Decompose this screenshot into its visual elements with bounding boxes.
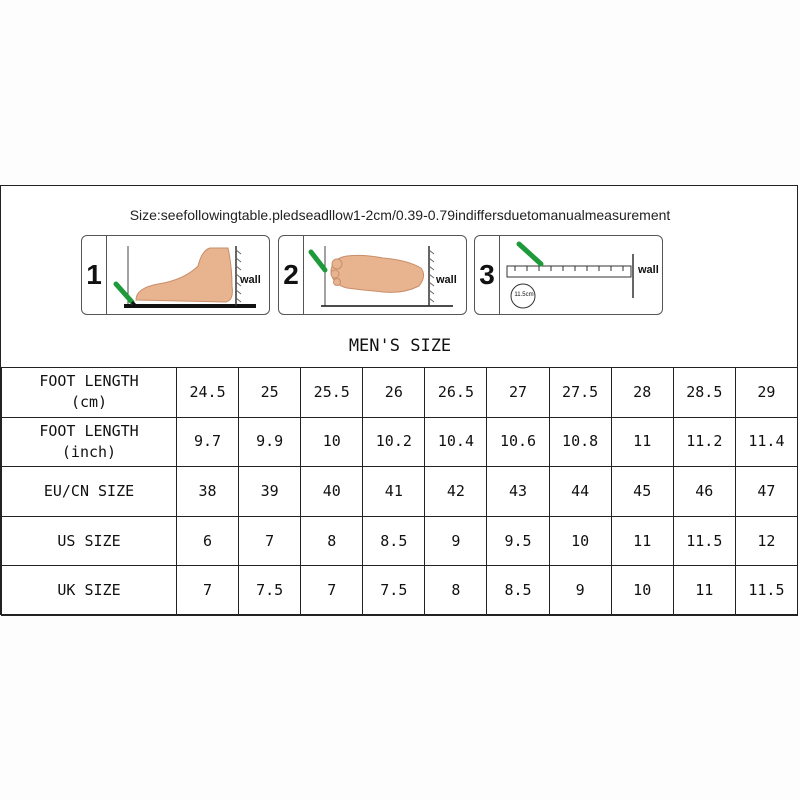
row-label <box>2 467 177 517</box>
row-label-line1: FOOT LENGTH <box>39 372 139 391</box>
size-cell: 10 <box>301 417 363 467</box>
size-cell: 10 <box>549 516 611 566</box>
size-cell: 40 <box>301 467 363 517</box>
size-cell: 10.6 <box>487 417 549 467</box>
size-cell: 11.5 <box>673 516 735 566</box>
step-number: 1 <box>82 236 107 314</box>
size-cell: 8 <box>425 566 487 616</box>
size-cell: 28 <box>611 368 673 418</box>
table-row <box>2 417 798 467</box>
size-cell: 9 <box>425 516 487 566</box>
wall-label: wall <box>240 274 261 286</box>
size-cell: 9.7 <box>177 417 239 467</box>
size-cell: 24.5 <box>177 368 239 418</box>
size-cell: 12 <box>735 516 797 566</box>
step-2-panel <box>278 235 467 315</box>
measurement-note: Size:seefollowingtable.pledseadllow1-2cm/0.39-0.79indiffersduetomanualmeasurement <box>129 207 671 223</box>
size-cell: 8.5 <box>487 566 549 616</box>
size-cell: 25 <box>239 368 301 418</box>
row-label <box>2 516 177 566</box>
size-cell: 38 <box>177 467 239 517</box>
row-label <box>2 566 177 616</box>
table-row <box>2 368 798 418</box>
ruler-label: 11.5cm <box>514 292 534 298</box>
size-cell: 7 <box>301 566 363 616</box>
size-cell: 6 <box>177 516 239 566</box>
size-cell: 10.2 <box>363 417 425 467</box>
size-cell: 11.5 <box>735 566 797 616</box>
size-cell: 7 <box>177 566 239 616</box>
row-label-line1: FOOT LENGTH <box>39 421 139 440</box>
size-cell: 10 <box>611 566 673 616</box>
size-cell: 25.5 <box>301 368 363 418</box>
size-cell: 8.5 <box>363 516 425 566</box>
size-cell: 11 <box>611 516 673 566</box>
size-cell: 9.9 <box>239 417 301 467</box>
wall-label: wall <box>436 274 457 286</box>
size-cell: 27 <box>487 368 549 418</box>
step-number: 3 <box>475 236 500 314</box>
step-3-panel <box>474 235 663 315</box>
size-cell: 9 <box>549 566 611 616</box>
size-cell: 7 <box>239 516 301 566</box>
size-table <box>1 367 798 616</box>
row-label <box>2 368 177 418</box>
table-row <box>2 516 798 566</box>
step-number: 2 <box>279 236 304 314</box>
size-cell: 26 <box>363 368 425 418</box>
size-cell: 44 <box>549 467 611 517</box>
size-cell: 8 <box>301 516 363 566</box>
size-cell: 11 <box>611 417 673 467</box>
size-cell: 7.5 <box>363 566 425 616</box>
size-cell: 26.5 <box>425 368 487 418</box>
size-cell: 7.5 <box>239 566 301 616</box>
size-cell: 9.5 <box>487 516 549 566</box>
size-cell: 29 <box>735 368 797 418</box>
size-cell: 47 <box>735 467 797 517</box>
size-cell: 43 <box>487 467 549 517</box>
size-cell: 10.8 <box>549 417 611 467</box>
size-cell: 45 <box>611 467 673 517</box>
row-label-line2: (inch) <box>61 442 117 461</box>
size-cell: 39 <box>239 467 301 517</box>
size-cell: 11.2 <box>673 417 735 467</box>
size-cell: 27.5 <box>549 368 611 418</box>
size-cell: 41 <box>363 467 425 517</box>
table-row <box>2 566 798 616</box>
size-cell: 11 <box>673 566 735 616</box>
size-cell: 46 <box>673 467 735 517</box>
size-cell: 11.4 <box>735 417 797 467</box>
size-cell: 42 <box>425 467 487 517</box>
row-label-line1: US SIZE <box>57 531 121 550</box>
mens-size-heading: MEN'S SIZE <box>348 336 452 356</box>
size-cell: 28.5 <box>673 368 735 418</box>
size-cell: 10.4 <box>425 417 487 467</box>
wall-label: wall <box>638 264 659 276</box>
table-row <box>2 467 798 517</box>
row-label-line2: (cm) <box>70 393 108 412</box>
step-1-panel <box>81 235 270 315</box>
row-label <box>2 417 177 467</box>
row-label-line1: EU/CN SIZE <box>43 481 135 500</box>
row-label-line1: UK SIZE <box>57 581 121 600</box>
